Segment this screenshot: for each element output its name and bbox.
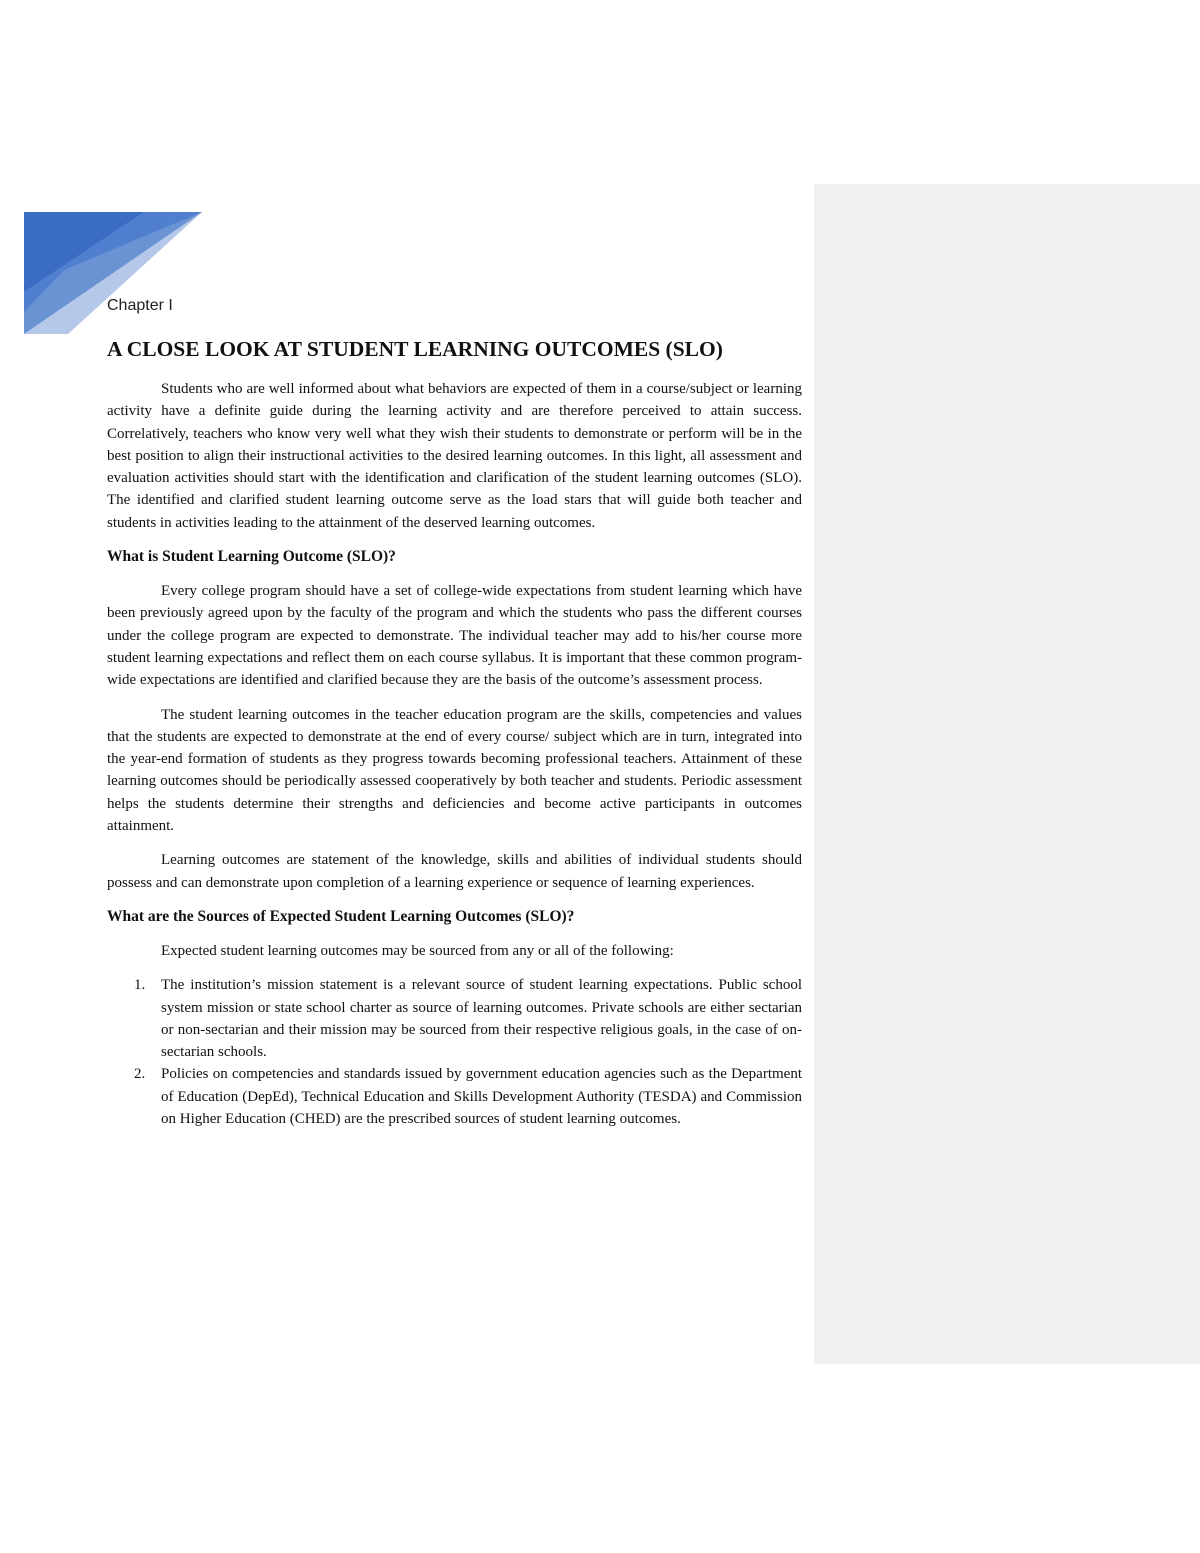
document-page xyxy=(107,294,802,1130)
chapter-label: Chapter I xyxy=(107,297,173,314)
comment-pane xyxy=(814,184,1200,1364)
intro-paragraph: Students who are well informed about what behaviors are expected of them in a course/subject or learning activity have a definite guide during the learning activity and are therefore perceived to attain success. Correlatively, teachers who know very well what they wish their students to demonstrate or perform will be in the best position to align their instructional activities to the desired learning outcomes. In this light, all assessment and evaluation activities should start with the identification and clarification of the student learning outcomes (SLO). The identified and clarified student learning outcome serve as the load stars that will guide both teacher and students in activities leading to the attainment of the deserved learning outcomes. xyxy=(107,381,802,531)
list-item-text: Policies on competencies and standards issued by government education agencies such as the Department of Education (DepEd), Technical Education and Skills Development Authority (TESDA) and Commission on Higher Education (CHED) are the prescribed sources of student learning outcomes. xyxy=(161,1066,802,1128)
sources-list xyxy=(107,974,802,1130)
section-heading-what-is-slo: What is Student Learning Outcome (SLO)? xyxy=(107,548,396,566)
list-item xyxy=(107,1063,802,1130)
paragraph: Every college program should have a set of college-wide expectations from student learning which have been previously agreed upon by the faculty of the program and which the students who pass the different courses under the college program are expected to demonstrate. The individual teacher may add to his/her course more student learning expectations and reflect them on each course syllabus. It is important that these common program-wide expectations are identified and clarified because they are the basis of the outcome’s assessment process. xyxy=(107,583,802,689)
section-heading-sources-of-slo: What are the Sources of Expected Student Learning Outcomes (SLO)? xyxy=(107,907,575,925)
paragraph: The student learning outcomes in the teacher education program are the skills, competencies and values that the students are expected to demonstrate at the end of every course/ subject which are in turn, integrated into the year-end formation of students as they progress towards becoming professional teachers. Attainment of these learning outcomes should be periodically assessed cooperatively by both teacher and students. Periodic assessment helps the students determine their strengths and deficiencies and become active participants in outcomes attainment. xyxy=(107,706,802,835)
paragraph: Learning outcomes are statement of the knowledge, skills and abilities of individual students should possess and can demonstrate upon completion of a learning experience or sequence of learning experiences. xyxy=(107,852,802,891)
list-item-number: 2. xyxy=(134,1066,146,1083)
list-item-text: The institution’s mission statement is a relevant source of student learning expectations. Public school system mission or state school charter as source of learning outcomes. Private schools are either sectarian or non-sectarian and their mission may be sourced from their respective religious goals, in the case of on-sectarian schools. xyxy=(161,977,802,1061)
list-item xyxy=(107,974,802,1063)
list-item-number: 1. xyxy=(134,977,146,994)
paragraph: Expected student learning outcomes may be sourced from any or all of the following: xyxy=(161,942,674,959)
document-title: A CLOSE LOOK AT STUDENT LEARNING OUTCOMES (SLO) xyxy=(107,337,723,361)
